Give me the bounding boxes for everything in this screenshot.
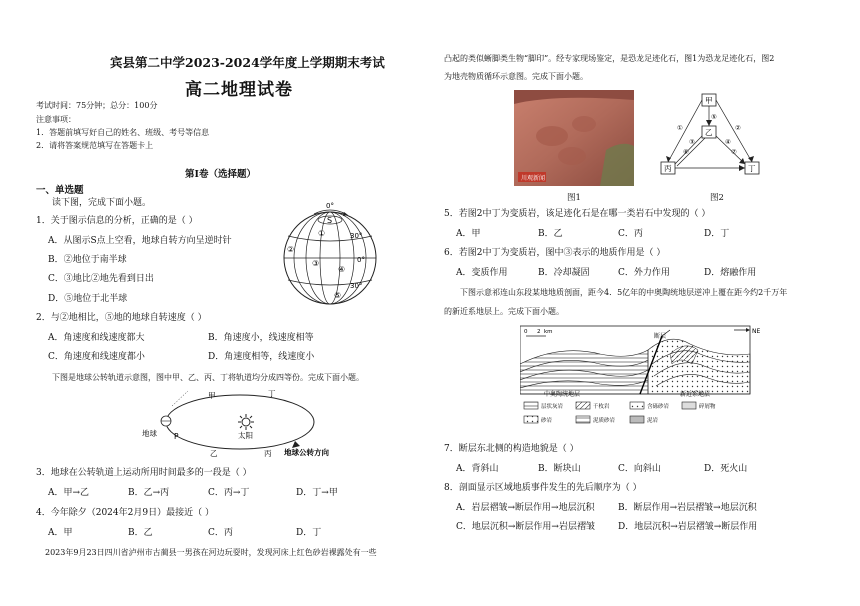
q4-option-a[interactable]: A．甲 (48, 528, 73, 538)
sun-icon (238, 414, 254, 430)
orbit-label: 丙 (264, 449, 272, 458)
question-5-stem: 5．若图2中丁为变质岩，该足迹化石是在哪一类岩石中发现的（ ） (444, 209, 711, 219)
rock-arrow-label: ⑥ (683, 148, 689, 156)
rock-node: 甲 (705, 96, 713, 105)
section-type-title: 一、单选题 (36, 185, 84, 196)
q1-option-d[interactable]: D．⑤地位于北半球 (48, 294, 128, 304)
q3-option-d[interactable]: D．丁→甲 (296, 488, 338, 498)
fossil-photo (514, 90, 634, 186)
q5-option-b[interactable]: B．乙 (538, 229, 563, 239)
globe-label: ① (318, 229, 326, 238)
q6-option-b[interactable]: B．冷却凝固 (538, 268, 590, 278)
q6-option-a[interactable]: A．变质作用 (456, 268, 508, 278)
rock-arrow-label: ② (735, 124, 741, 132)
q5-option-a[interactable]: A．甲 (456, 229, 481, 239)
q7-option-b[interactable]: B．断块山 (538, 464, 581, 474)
q1-option-c[interactable]: C．③地比②地先看到日出 (48, 274, 154, 284)
q8-option-b[interactable]: B．断层作用→岩层褶皱→地层沉积 (618, 503, 757, 513)
orbit-label: P (174, 432, 179, 441)
q5-option-d[interactable]: D．丁 (704, 229, 730, 239)
profile-label: 断层 (654, 333, 667, 340)
profile-label: 中奥陶统地层 (544, 391, 581, 398)
orbit-label: 太阳 (238, 431, 253, 440)
q7-option-d[interactable]: D．死火山 (704, 464, 748, 474)
rock-arrow-label: ⑤ (711, 113, 717, 121)
q3-option-c[interactable]: C．丙→丁 (208, 488, 250, 498)
passage-text: 凸起的类似蜥脚类生物“脚印”。经专家现场鉴定，是恐龙足迹化石，图1为恐龙足迹化石，图2 (444, 54, 775, 63)
left-column (30, 0, 430, 606)
globe-diagram (278, 200, 388, 312)
orbit-label: 地球 (142, 429, 157, 438)
profile-label: km (544, 329, 553, 335)
globe-label: ④ (338, 265, 346, 274)
question-3-stem: 3．地球在公转轨道上运动所用时间最多的一段是（ ） (36, 468, 252, 478)
rock-arrow-label: ③ (689, 138, 695, 146)
notice-label: 注意事项： (36, 115, 76, 124)
orbit-label: 乙 (210, 449, 218, 458)
globe-label: 0° (357, 256, 365, 264)
notice-item: 2．请将答案规范填写在答题卡上 (36, 141, 154, 150)
intro-text: 下图是地球公转轨道示意图，图中甲、乙、丙、丁将轨道均分成四等份。完成下面小题。 (52, 373, 364, 382)
q8-option-c[interactable]: C．地层沉积→断层作用→岩层褶皱 (456, 522, 595, 532)
globe-label: 30° (350, 232, 363, 240)
legend-label: 泥质砂岩 (593, 418, 616, 424)
q4-option-d[interactable]: D．丁 (296, 528, 322, 538)
q5-option-c[interactable]: C．丙 (618, 229, 643, 239)
q4-option-c[interactable]: C．丙 (208, 528, 233, 538)
globe-label: 30° (350, 282, 363, 290)
rock-node: 丙 (664, 164, 672, 173)
exam-subtitle: 高二地理试卷 (185, 80, 293, 100)
q2-option-a[interactable]: A．角速度和线速度都大 (48, 333, 145, 343)
orbit-label: 地球公转方向 (284, 448, 329, 457)
figure-1-caption: 图1 (567, 193, 581, 203)
q7-option-a[interactable]: A．背斜山 (456, 464, 499, 474)
photo-watermark: 川观新闻 (521, 175, 546, 182)
q7-option-c[interactable]: C．向斜山 (618, 464, 661, 474)
passage-text: 2023年9月23日四川省泸州市古蔺县一男孩在河边玩耍时，发现河床上红色砂岩裸露处有一些 (45, 548, 377, 557)
legend-label: 含砾砂岩 (647, 404, 670, 410)
q4-option-b[interactable]: B．乙 (128, 528, 153, 538)
q2-option-d[interactable]: D．角速度相等，线速度小 (208, 352, 315, 362)
q1-option-a[interactable]: A．从图示S点上空看，地球自转方向呈逆时针 (48, 236, 232, 246)
legend-label: 千枚岩 (593, 404, 610, 410)
q6-option-c[interactable]: C．外力作用 (618, 268, 670, 278)
rock-node: 乙 (705, 128, 713, 137)
rock-node: 丁 (748, 164, 756, 173)
globe-label: 0° (326, 202, 334, 210)
profile-label: 2 (537, 329, 541, 335)
q2-option-b[interactable]: B．角速度小，线速度相等 (208, 333, 314, 343)
orbit-diagram (142, 386, 342, 458)
rock-arrow-label: ④ (725, 138, 731, 146)
geologic-profile (520, 324, 782, 430)
legend-label: 砂岩 (541, 418, 553, 424)
figure-2-caption: 图2 (710, 193, 724, 203)
passage-text: 的新近系地层上。完成下面小题。 (444, 307, 564, 316)
orbit-label: 丁 (268, 389, 276, 398)
profile-label: 0 (524, 329, 528, 335)
notice-item: 1．答题前填写好自己的姓名、班级、考号等信息 (36, 128, 210, 137)
profile-label: NE (752, 328, 761, 335)
q8-option-a[interactable]: A．岩层褶皱→断层作用→地层沉积 (456, 503, 595, 513)
part-title: 第Ⅰ卷（选择题） (185, 169, 256, 180)
rock-cycle-diagram (657, 92, 767, 182)
globe-label: ⑤ (334, 291, 342, 300)
q8-option-d[interactable]: D．地层沉积→岩层褶皱→断层作用 (618, 522, 758, 532)
right-column (442, 0, 842, 606)
orbit-label: 甲 (208, 391, 216, 400)
question-2-stem: 2．与②地相比，⑤地的地球自转速度（ ） (36, 313, 207, 323)
legend-label: 层状灰岩 (541, 404, 564, 410)
rock-arrow-label: ⑦ (731, 148, 737, 156)
q6-option-d[interactable]: D．熔融作用 (704, 268, 757, 278)
passage-text: 为地壳物质循环示意图。完成下面小题。 (444, 72, 588, 81)
question-8-stem: 8．剖面显示区域地质事件发生的先后顺序为（ ） (444, 483, 642, 493)
intro-text: 读下图，完成下面小题。 (52, 198, 152, 208)
q3-option-b[interactable]: B．乙→丙 (128, 488, 170, 498)
globe-label: ② (287, 245, 295, 254)
question-6-stem: 6．若图2中丁为变质岩，图中③表示的地质作用是（ ） (444, 248, 666, 258)
q1-option-b[interactable]: B．②地位于南半球 (48, 255, 127, 265)
q2-option-c[interactable]: C．角速度和线速度都小 (48, 352, 145, 362)
exam-info: 考试时间：75分钟；总分：100分 (36, 101, 158, 110)
question-4-stem: 4．今年除夕（2024年2月9日）最接近（ ） (36, 508, 214, 518)
question-7-stem: 7．断层东北侧的构造地貌是（ ） (444, 444, 579, 454)
legend-label: 碎屑物 (699, 404, 716, 410)
q3-option-a[interactable]: A．甲→乙 (48, 488, 90, 498)
passage-text: 下图示意祁连山东段某地地质剖面，距今4．5亿年的中奥陶统地层逆冲上覆在距今约2千万年 (460, 288, 788, 297)
question-1-stem: 1．关于图示信息的分析，正确的是（ ） (36, 216, 198, 226)
rock-arrow-label: ① (677, 124, 683, 132)
globe-label: S (327, 216, 333, 225)
profile-label: 新近系地层 (680, 391, 711, 398)
legend-label: 泥岩 (647, 418, 659, 424)
globe-label: ③ (312, 259, 320, 268)
exam-title: 宾县第二中学2023-2024学年度上学期期末考试 (110, 55, 385, 70)
